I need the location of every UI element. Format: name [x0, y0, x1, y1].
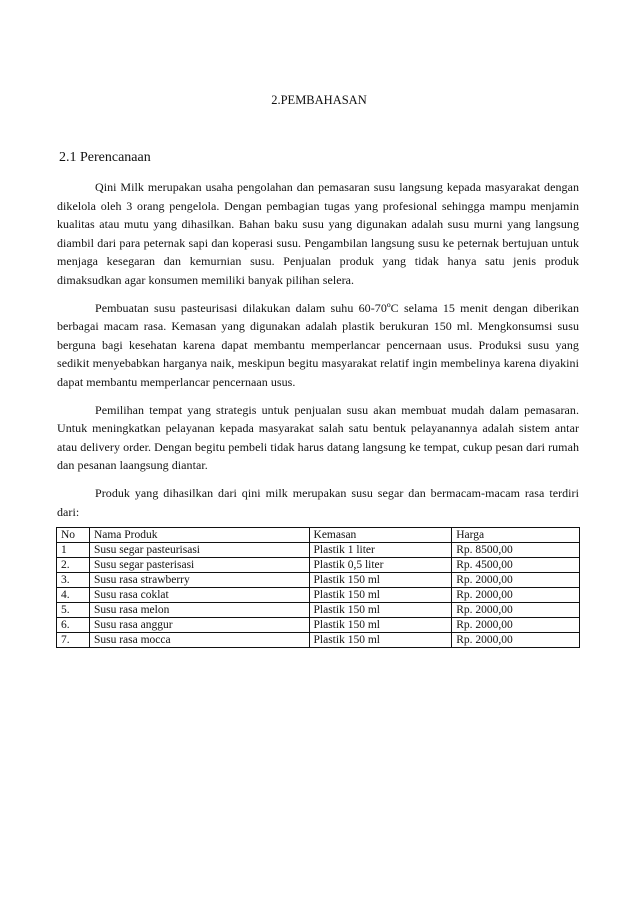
cell-price: Rp. 8500,00	[452, 543, 580, 558]
cell-packaging: Plastik 0,5 liter	[309, 558, 452, 573]
cell-no: 7.	[57, 633, 90, 648]
cell-product-name: Susu segar pasterisasi	[89, 558, 309, 573]
cell-product-name: Susu segar pasteurisasi	[89, 543, 309, 558]
body-text	[57, 178, 579, 648]
section-title: 2.1 Perencanaan	[59, 150, 151, 165]
header-product-name: Nama Produk	[89, 528, 309, 543]
cell-packaging: Plastik 150 ml	[309, 603, 452, 618]
table-row	[57, 588, 580, 603]
cell-price: Rp. 4500,00	[452, 558, 580, 573]
cell-price: Rp. 2000,00	[452, 573, 580, 588]
cell-no: 3.	[57, 573, 90, 588]
cell-no: 4.	[57, 588, 90, 603]
cell-no: 1	[57, 543, 90, 558]
header-price: Harga	[452, 528, 580, 543]
paragraph-location: Pemilihan tempat yang strategis untuk penjualan susu akan membuat mudah dalam pemasaran. Untuk meningkatkan pelayanan kepada masyarakat salah satu bentuk pelayanannya adalah sistem antar atau delivery order. Dengan begitu pembeli tidak harus datang langsung ke tempat, cukup pesan dari rumah dan pesanan laangsung diantar.	[57, 402, 579, 473]
cell-packaging: Plastik 150 ml	[309, 573, 452, 588]
cell-packaging: Plastik 150 ml	[309, 588, 452, 603]
cell-product-name: Susu rasa mocca	[89, 633, 309, 648]
header-packaging: Kemasan	[309, 528, 452, 543]
table-row	[57, 603, 580, 618]
cell-packaging: Plastik 150 ml	[309, 633, 452, 648]
cell-price: Rp. 2000,00	[452, 618, 580, 633]
cell-no: 5.	[57, 603, 90, 618]
table-row	[57, 558, 580, 573]
cell-product-name: Susu rasa strawberry	[89, 573, 309, 588]
table-header-row	[57, 528, 580, 543]
product-table	[56, 527, 580, 648]
cell-packaging: Plastik 1 liter	[309, 543, 452, 558]
paragraph-production: Pembuatan susu pasteurisasi dilakukan dalam suhu 60-70ºC selama 15 menit dengan diberikan berbagai macam rasa. Kemasan yang digunakan adalah plastik berukuran 150 ml. Mengkonsumsi susu berguna bagi kesehatan karena dapat membantu memperlancar pencernaan usus. Produksi susu yang sedikit menyebabkan harganya naik, meskipun begitu masyarakat relatif ingin membelinya karena diyakini dapat membantu memperlancar pencernaan usus.	[57, 300, 579, 389]
table-row	[57, 633, 580, 648]
table-row	[57, 543, 580, 558]
cell-no: 2.	[57, 558, 90, 573]
table-row	[57, 573, 580, 588]
chapter-title: 2.PEMBAHASAN	[271, 93, 367, 107]
cell-product-name: Susu rasa melon	[89, 603, 309, 618]
cell-price: Rp. 2000,00	[452, 588, 580, 603]
cell-packaging: Plastik 150 ml	[309, 618, 452, 633]
paragraph-intro: Qini Milk merupakan usaha pengolahan dan pemasaran susu langsung kepada masyarakat dengan dikelola oleh 3 orang pengelola. Dengan pembagian tugas yang profesional sehingga mampu menjamin kualitas atau mutu yang dihasilkan. Bahan baku susu yang digunakan adalah susu murni yang langsung diambil dari para peternak sapi dan koperasi susu. Pengambilan langsung susu ke peternak bertujuan untuk menjaga kesegaran dan kemurnian susu. Penjualan produk yang tidak hanya satu jenis produk dimaksudkan agar konsumen memiliki banyak pilihan selera.	[57, 180, 579, 287]
paragraph-products: Produk yang dihasilkan dari qini milk merupakan susu segar dan bermacam-macam rasa terdiri dari:	[57, 485, 579, 519]
cell-no: 6.	[57, 618, 90, 633]
cell-product-name: Susu rasa anggur	[89, 618, 309, 633]
header-no: No	[57, 528, 90, 543]
cell-product-name: Susu rasa coklat	[89, 588, 309, 603]
table-row	[57, 618, 580, 633]
cell-price: Rp. 2000,00	[452, 633, 580, 648]
cell-price: Rp. 2000,00	[452, 603, 580, 618]
